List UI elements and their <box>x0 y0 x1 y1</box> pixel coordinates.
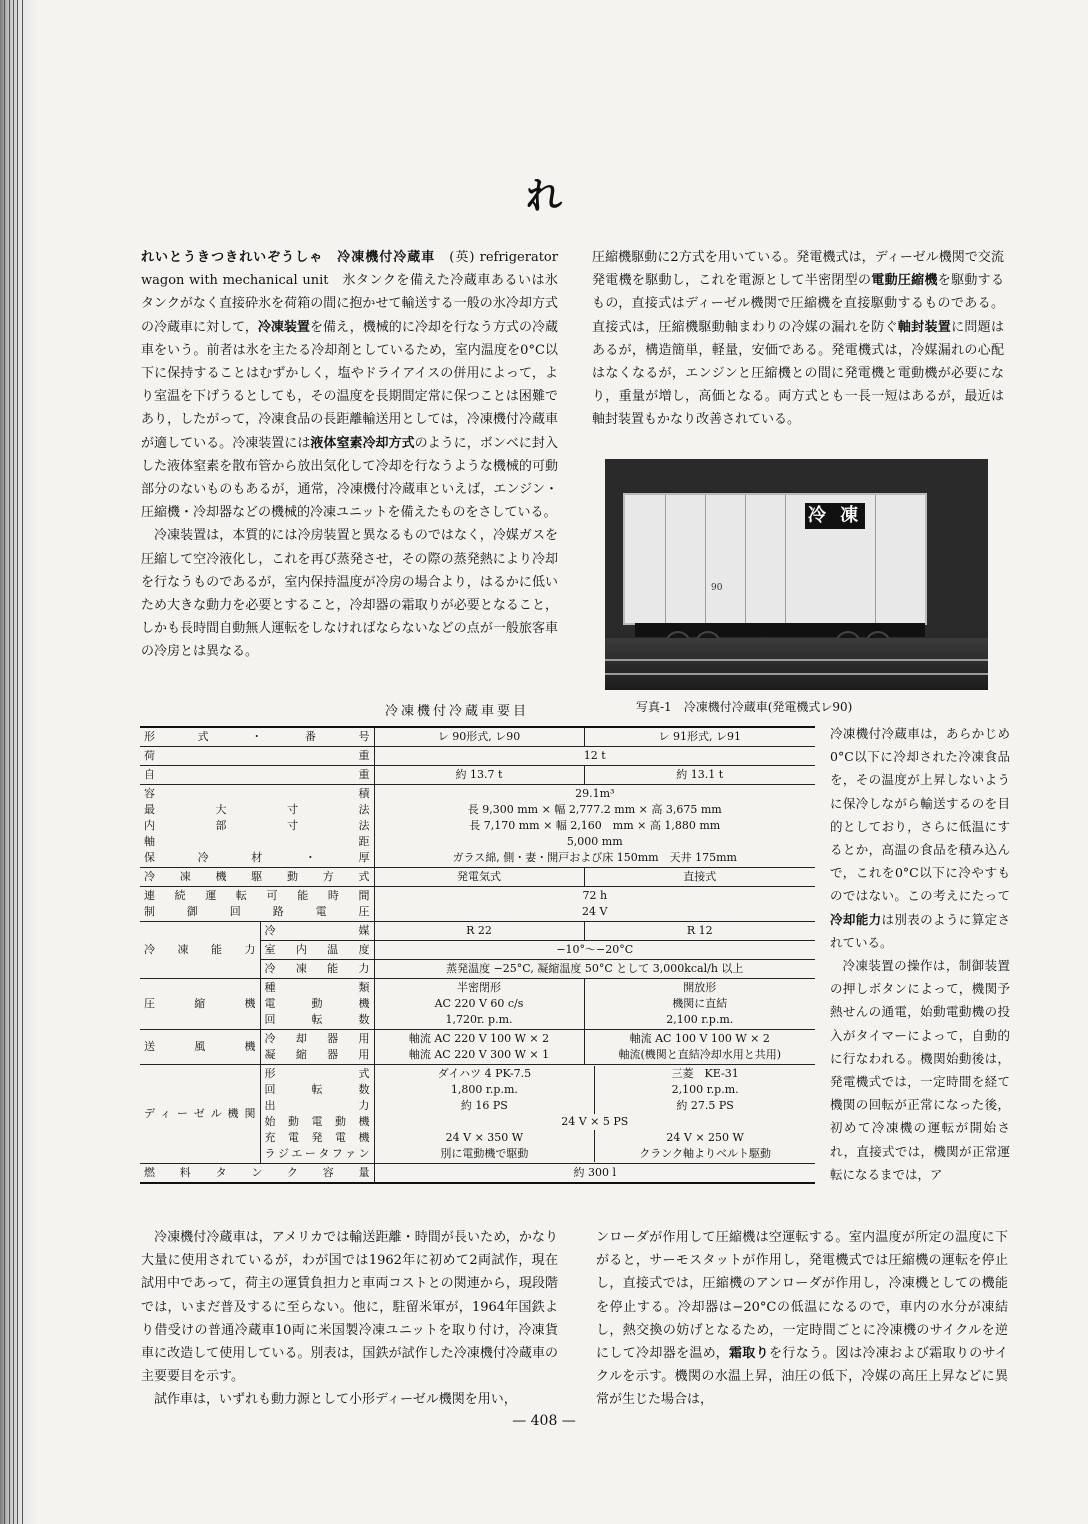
photo-caption: 写真-1 冷凍機付冷蔵車(発電機式レ90) <box>636 700 853 714</box>
table-row: 冷凍能力 蒸発温度 −25°C, 凝縮温度 50°C として 3,000kcal/h 以上 <box>140 960 815 979</box>
table-row: 室内温度 −10°〜−20°C <box>140 941 815 960</box>
table-row: 冷凍能力 冷媒 R 22 R 12 <box>140 922 815 941</box>
table-row: 容積 最大寸法 内部寸法 軸距 保冷材・厚 29.1m³ 長 9,300 mm × 幅 2,777.2 mm × 高 3,675 mm 長 7,170 mm × 幅 2,160 mm × 高 1,880 mm 5,000 mm ガラス綿, 側・妻・開戸および床 150mm 天井 175mm <box>140 785 815 868</box>
entry-headword: れいとうきつきれいぞうしゃ 冷凍機付冷蔵車 <box>141 250 436 265</box>
paragraph-3: 圧縮機駆動に2方式を用いている。発電機式は，ディーゼル機関で交流発電機を駆動し，これを電源として半密閉型の電動圧縮機を駆動するもの，直接式はディーゼル機関で圧縮機を直接駆動するものである。直接式は，圧縮機駆動軸まわりの冷媒の漏れを防ぐ軸封装置に問題はあるが，構造簡単，軽量，安価である。発電機式は，冷媒漏れの心配はなくなるが，エンジンと圧縮機との間に発電機と電動機が必要になり，重量が増し，高価となる。両方式とも一長一短はあるが，最近は軸封装置もかなり改善されている。 <box>592 250 1004 428</box>
term-reitou-souchi: 冷凍装置 <box>257 319 310 335</box>
section-heading: れ <box>525 175 562 217</box>
term-shimotori: 霜取り <box>728 1346 769 1362</box>
paragraph-2: 冷凍装置は，本質的には冷房装置と異なるものではなく，冷媒ガスを圧縮して空冷液化し，これを再び蒸発させ，その際の蒸発熱により冷却を行なうものであるが，室内保持温度が冷房の場合より，はるかに低いため大きな動力を必要とすること，冷却器の霜取りが必要となること，しかも長時間自動無人運転をしなければならないなどの点が一般旅客車の冷房とは異なる。 <box>141 528 558 660</box>
wagon-photo <box>605 459 988 690</box>
english-marker: (英) <box>449 250 475 265</box>
wagon-number: 90 <box>711 583 723 593</box>
bottom-left-column: 冷凍機付冷蔵車は，アメリカでは輸送距離・時間が長いため，かなり大量に使用されているが，わが国では1962年に初めて2両試作，現在試用中であって，荷主の運賃負担力と車両コストとの関連から，現段階では，いまだ普及するに至らない。他に，駐留米軍が，1964年国鉄より借受けの普通冷蔵車10両に米国製冷凍ユニットを取り付け，冷凍貨車に改造して使用している。別表は，国鉄が試作した冷凍機付冷蔵車の主要要目を示す。 試作車は，いずれも動力源として小形ディーゼル機関を用い， <box>141 1230 558 1408</box>
term-dendou-asshukuki: 電動圧縮機 <box>871 273 938 289</box>
paragraph-1: れいとうきつきれいぞうしゃ 冷凍機付冷蔵車 (英) refrigerator wagon with mechanical unit 氷タンクを備えた冷蔵車あるいは氷タンクがなく直接砕氷を荷箱の間に抱かせて輸送する一般の氷冷却方式の冷蔵車に対して，冷凍装置を備え，機械的に冷却を行なう方式の冷蔵車をいう。前者は氷を主たる冷却剤としているため，室内温度を0°C以下に保持することはむずかしく，塩やドライアイスの併用によって，より室温を下げうるとしても，その温度を長期間定常に保つことは困難であり，したがって，冷凍食品の長距離輸送用としては，冷凍機付冷蔵車が適している。冷凍装置には液体窒素冷却方式のように，ボンベに封入した液体窒素を散布管から放出気化して冷却を行なうような機械的可動部分のないものもあるが，通常，冷凍機付冷蔵車といえば，エンジン・圧縮機・冷却器などの機械的冷凍ユニットを備えたものをさしている。 <box>141 250 558 521</box>
table-row: ディーゼル機関 形式 回転数 出力 始動電動機 充電発電機 ラジエータファン ダイハツ 4 PK-7.5 1,800 r.p.m. 約 16 PS 三菱 KE-31 2,100 r.p.m. 約 27.5 PS 24 V × 5 PS 24 V × 350 W 別に電動機で駆動 24 V × 250 W クランク軸よりベルト駆動 <box>140 1065 815 1164</box>
right-column <box>592 246 1004 432</box>
book-spine-shadow <box>0 0 38 1524</box>
english-term: refrigerator wagon with mechanical unit <box>141 250 558 289</box>
table-row: 自重 約 13.7 t 約 13.1 t <box>140 766 815 785</box>
left-column <box>141 246 558 664</box>
bottom-right-column: ンローダが作用して圧縮機は空運転する。室内温度が所定の温度に下がると，サーモスタットが作用し，発電機式では圧縮機の運転を停止し，直接式では，圧縮機のアンローダが作用し，冷凍機としての機能を停止する。冷却器は−20°Cの低温になるので，車内の水分が凍結し，熱交換の妨げとなるため，一定時間ごとに冷凍機のサイクルを逆にして冷却器を温め，霜取りを行なう。図は冷凍および霜取りのサイクルを示す。機関の水温上昇，油圧の低下，冷媒の高圧上昇などに異常が生じた場合は， <box>596 1230 1008 1408</box>
table-row: 送風機 冷却器用 凝縮器用 軸流 AC 220 V 100 W × 2 軸流 AC 220 V 300 W × 1 軸流 AC 100 V 100 W × 2 軸流(機関と直結冷却水用と共用) <box>140 1030 815 1065</box>
term-jikufuu-souchi: 軸封装置 <box>897 319 952 335</box>
table-row: 形式・番号 レ 90形式, レ90 レ 91形式, レ91 <box>140 727 815 747</box>
term-kyakku-nouryoku: 冷却能力 <box>830 911 882 927</box>
wagon-sign: 冷 凍 <box>805 503 865 529</box>
table-row: 冷凍機駆動方式 発電気式 直接式 <box>140 868 815 887</box>
wagon-body <box>623 493 927 625</box>
spec-table <box>140 726 815 1184</box>
table-title: 冷凍機付冷蔵車要目 <box>385 704 530 719</box>
table-row: 燃料タンク容量 約 300 l <box>140 1164 815 1184</box>
page-number: — 408 — <box>512 1413 576 1429</box>
term-ekitai-chisso: 液体窒素冷却方式 <box>310 435 415 451</box>
table-row: 連続運転可能時間 制御回路電圧 72 h 24 V <box>140 887 815 922</box>
table-row: 荷重 12 t <box>140 747 815 766</box>
side-column: 冷凍機付冷蔵車は，あらかじめ0°C以下に冷却された冷凍食品を，その温度が上昇しないように保冷しながら輸送するのを目的としており，さらに低温にするとか，高温の食品を積み込んで，これを0°C以下に冷やすものではない。この考えにたって冷却能力は別表のように算定されている。 冷凍装置の操作は，制御装置の押しボタンによって，機関予熱せんの通電，始動電動機の投入がタイマーによって，自動的に行なわれる。機関始動後は，発電機式では，一定時間を経て機関の回転が正常になった後，初めて冷凍機の運転が開始され，直接式では，機関が正常運転になるまでは，ア <box>830 726 1010 1182</box>
table-row: 圧縮機 種類 電動機 回転数 半密閉形 AC 220 V 60 c/s 1,720r. p.m. 開放形 機関に直結 2,100 r.p.m. <box>140 979 815 1030</box>
